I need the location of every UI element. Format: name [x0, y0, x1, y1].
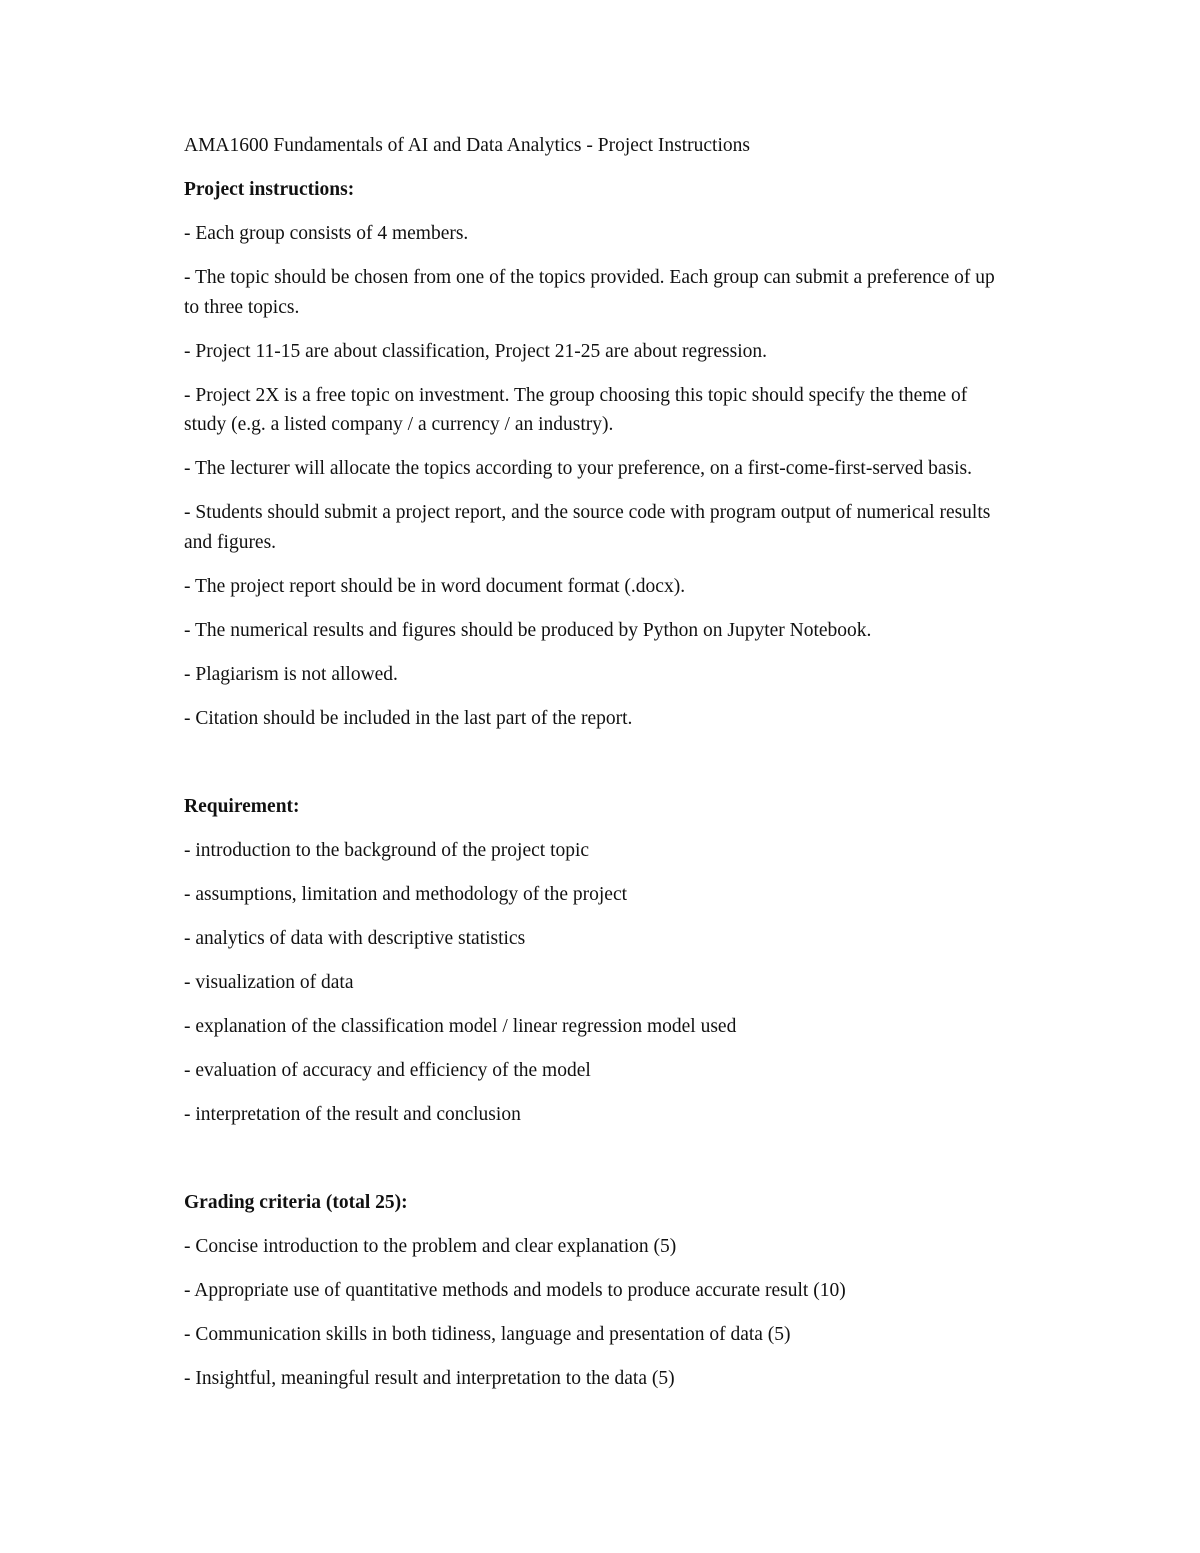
list-item: - The topic should be chosen from one of the topics provided. Each group can submit a preference of up to three topics. — [184, 267, 995, 318]
list-item: - evaluation of accuracy and efficiency of the model — [184, 1059, 591, 1081]
requirement-list — [184, 836, 1004, 1130]
list-item: - Each group consists of 4 members. — [184, 223, 469, 244]
instructions-list — [184, 219, 1004, 733]
list-item: - visualization of data — [184, 971, 354, 993]
list-item: - analytics of data with descriptive statistics — [184, 927, 526, 949]
document-title: AMA1600 Fundamentals of AI and Data Analytics - Project Instructions — [184, 135, 750, 156]
list-item: - explanation of the classification model / linear regression model used — [184, 1015, 737, 1037]
document-body — [184, 131, 1004, 1408]
list-item: - The project report should be in word document format (.docx). — [184, 575, 686, 597]
list-item: - Insightful, meaningful result and interpretation to the data (5) — [184, 1367, 675, 1389]
list-item: - Appropriate use of quantitative methods and models to produce accurate result (10) — [184, 1279, 846, 1301]
grading-heading: Grading criteria (total 25): — [184, 1191, 408, 1213]
list-item: - introduction to the background of the project topic — [184, 839, 590, 861]
list-item: - Concise introduction to the problem and clear explanation (5) — [184, 1235, 677, 1257]
list-item: - assumptions, limitation and methodology of the project — [184, 883, 628, 905]
list-item: - Communication skills in both tidiness, language and presentation of data (5) — [184, 1323, 791, 1345]
list-item: - Project 11-15 are about classification, Project 21-25 are about regression. — [184, 340, 768, 362]
instructions-heading: Project instructions: — [184, 179, 355, 200]
list-item: - interpretation of the result and conclusion — [184, 1103, 521, 1125]
list-item: - Project 2X is a free topic on investment. The group choosing this topic should specify the theme of study (e.g. a listed company / a currency / an industry). — [184, 384, 968, 435]
requirement-heading: Requirement: — [184, 795, 300, 817]
list-item: - Students should submit a project report, and the source code with program output of numerical results and figures. — [184, 502, 991, 553]
list-item: - The lecturer will allocate the topics according to your preference, on a first-come-first-served basis. — [184, 458, 972, 479]
section-spacer — [184, 748, 1004, 792]
grading-list — [184, 1232, 1004, 1394]
list-item: - Plagiarism is not allowed. — [184, 663, 398, 685]
section-spacer — [184, 1144, 1004, 1188]
list-item: - The numerical results and figures should be produced by Python on Jupyter Notebook. — [184, 619, 872, 641]
list-item: - Citation should be included in the last part of the report. — [184, 707, 633, 729]
